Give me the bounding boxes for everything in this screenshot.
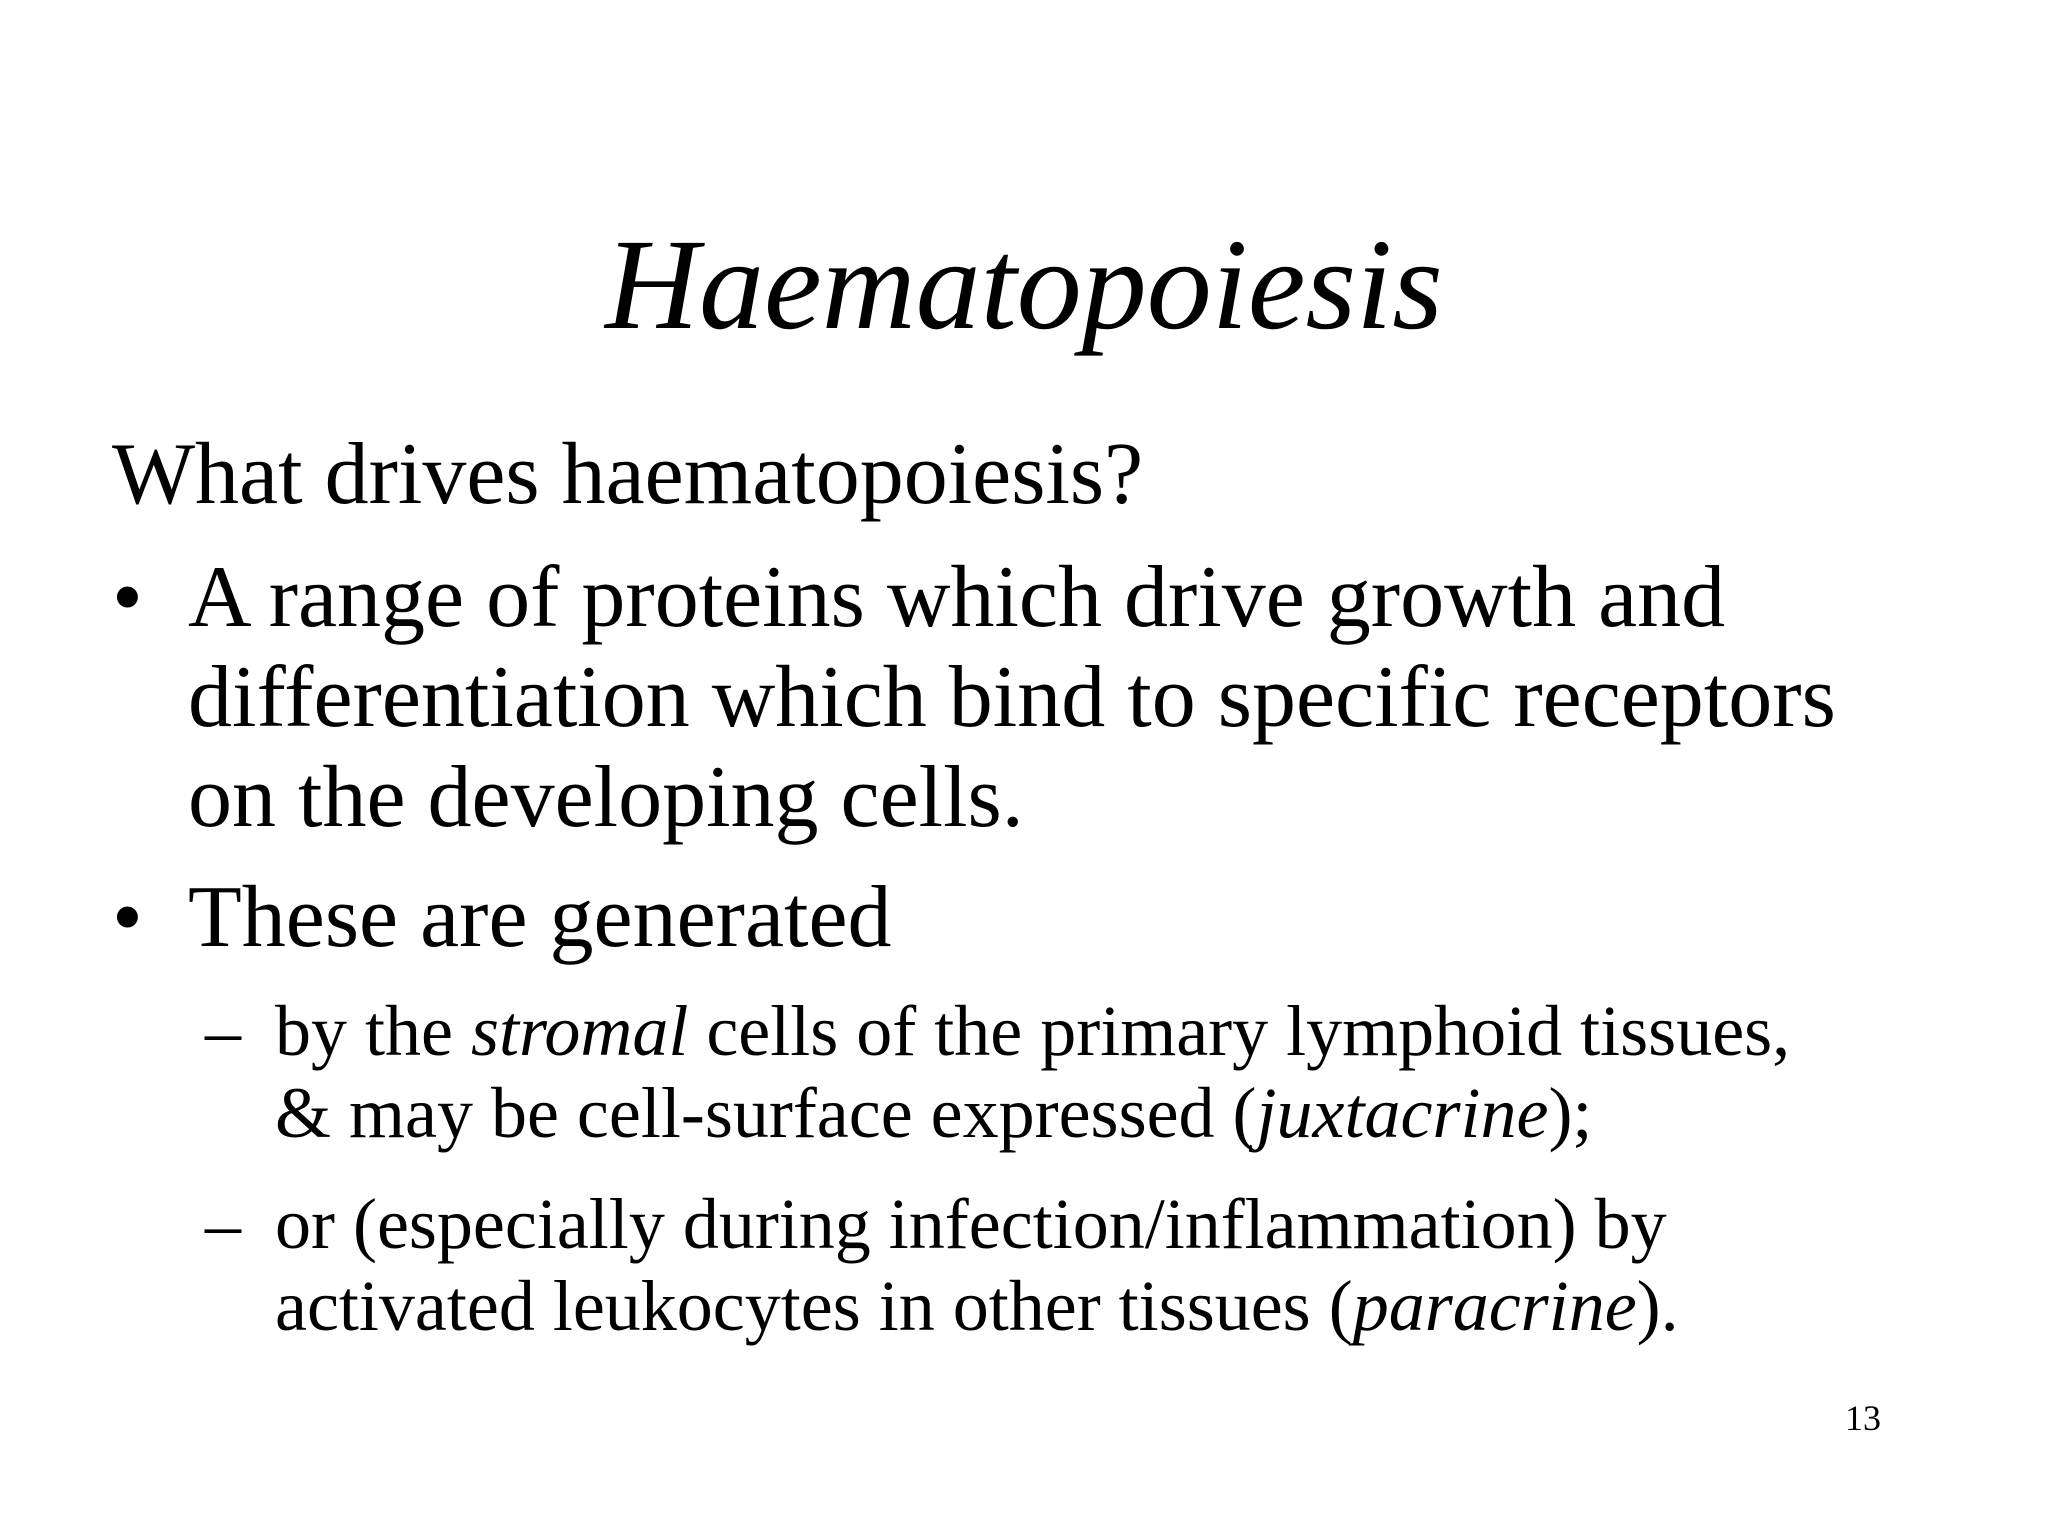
subbullet-line xyxy=(275,1265,2025,1347)
bullet-line: A range of proteins which drive growth and xyxy=(188,549,1726,646)
text-run: activated leukocytes in other tissues ( xyxy=(275,1266,1353,1346)
subbullet-item-leukocytes xyxy=(205,1183,2025,1347)
bullet-line: on the developing cells. xyxy=(188,749,1024,846)
slide-title: Haematopoiesis xyxy=(605,213,1443,357)
emphasis-stromal: stromal xyxy=(470,991,689,1071)
text-run: ); xyxy=(1548,1073,1593,1153)
bullet-line: differentiation which bind to specific receptors xyxy=(188,649,1836,746)
bullet-text xyxy=(188,868,2012,968)
text-run: cells of the primary lymphoid tissues, xyxy=(688,991,1791,1071)
bullet-marker: • xyxy=(112,549,143,646)
dash-marker: – xyxy=(205,991,241,1071)
subbullet-item-stromal xyxy=(205,990,2025,1154)
page-number: 13 xyxy=(1845,1398,1881,1438)
text-run: & may be cell-surface expressed ( xyxy=(275,1073,1257,1153)
emphasis-paracrine: paracrine xyxy=(1352,1266,1637,1346)
subbullet-line: or (especially during infection/inflammation) by xyxy=(275,1184,1667,1264)
subbullet-line xyxy=(275,1072,2025,1154)
subbullet-text xyxy=(275,990,2025,1154)
bullet-text xyxy=(188,548,2012,848)
intro-question: What drives haematopoiesis? xyxy=(112,426,1144,523)
bullet-line: These are generated xyxy=(188,869,892,966)
text-run: ). xyxy=(1636,1266,1679,1346)
text-run: by the xyxy=(275,991,471,1071)
subbullet-text xyxy=(275,1183,2025,1347)
dash-marker: – xyxy=(205,1184,241,1264)
emphasis-juxtacrine: juxtacrine xyxy=(1256,1073,1549,1153)
bullet-item-generated xyxy=(112,868,2012,968)
bullet-item-proteins xyxy=(112,548,2012,848)
subbullet-line xyxy=(275,990,2025,1072)
bullet-marker: • xyxy=(112,869,143,966)
